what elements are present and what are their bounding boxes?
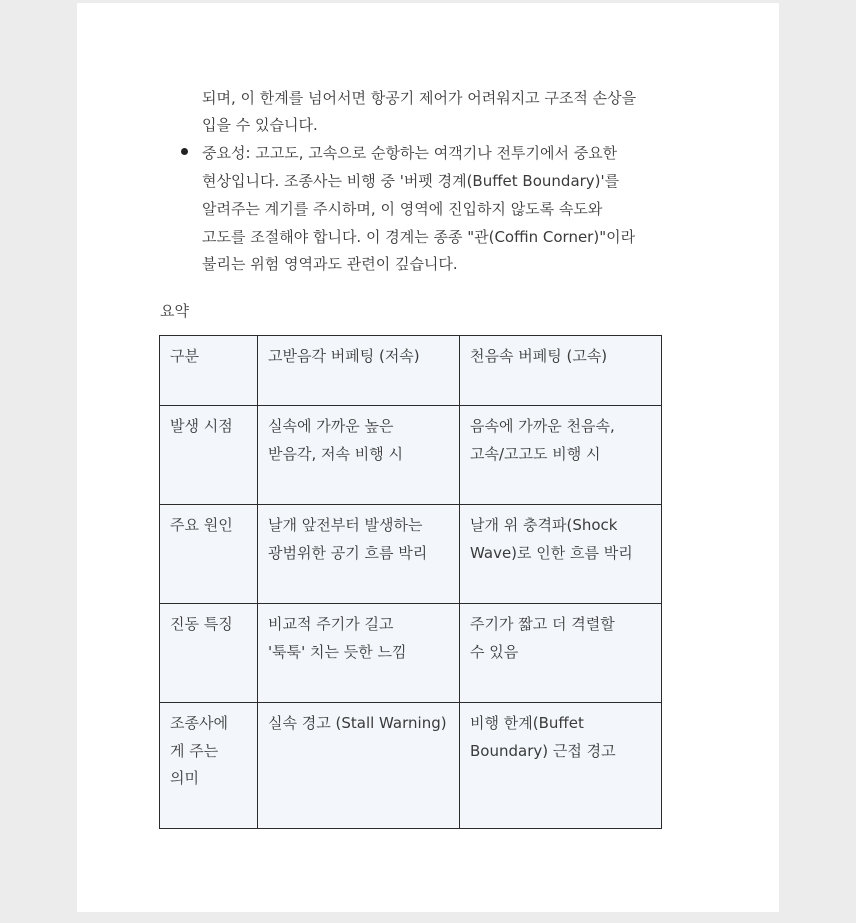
table-cell: 고받음각 버페팅 (저속) [258,336,460,406]
table-cell: 구분 [160,336,258,406]
table-cell: 비행 한계(Buffet Boundary) 근접 경고 [460,703,662,829]
paragraph-line: 입을 수 있습니다. [202,116,318,134]
table-cell: 진동 특징 [160,604,258,703]
table-row [160,406,662,505]
table-row [160,703,662,829]
table-header-row [160,336,662,406]
table-cell: 비교적 주기가 길고 '툭툭' 치는 듯한 느낌 [258,604,460,703]
table-cell: 조종사에 게 주는 의미 [160,703,258,829]
table-cell: 실속에 가까운 높은 받음각, 저속 비행 시 [258,406,460,505]
bullet-item-line: 알려주는 계기를 주시하며, 이 영역에 진입하지 않도록 속도와 [202,200,603,218]
table-cell: 주요 원인 [160,505,258,604]
paragraph-line: 되며, 이 한계를 넘어서면 항공기 제어가 어려워지고 구조적 손상을 [202,89,637,107]
bullet-item-line: 현상입니다. 조종사는 비행 중 '버펫 경계(Buffet Boundary)'를 [202,172,620,190]
table-cell: 주기가 짧고 더 격렬할 수 있음 [460,604,662,703]
summary-heading: 요약 [160,302,189,320]
bullet-item-line: 중요성: 고고도, 고속으로 순항하는 여객기나 전투기에서 중요한 [202,144,618,162]
table-cell: 천음속 버페팅 (고속) [460,336,662,406]
table-row [160,604,662,703]
table-cell: 날개 위 충격파(Shock Wave)로 인한 흐름 박리 [460,505,662,604]
table-cell: 음속에 가까운 천음속, 고속/고고도 비행 시 [460,406,662,505]
table-cell: 발생 시점 [160,406,258,505]
document-page [77,3,779,912]
document-content [77,3,779,912]
summary-table [159,335,662,829]
table-row [160,505,662,604]
bullet-item-line: 불리는 위험 영역과도 관련이 깊습니다. [202,255,458,273]
table-cell: 날개 앞전부터 발생하는 광범위한 공기 흐름 박리 [258,505,460,604]
table-cell: 실속 경고 (Stall Warning) [258,703,460,829]
bullet-dot-icon [181,148,188,155]
bullet-item-line: 고도를 조절해야 합니다. 이 경계는 종종 "관(Coffin Corner)"이라 [202,228,636,246]
